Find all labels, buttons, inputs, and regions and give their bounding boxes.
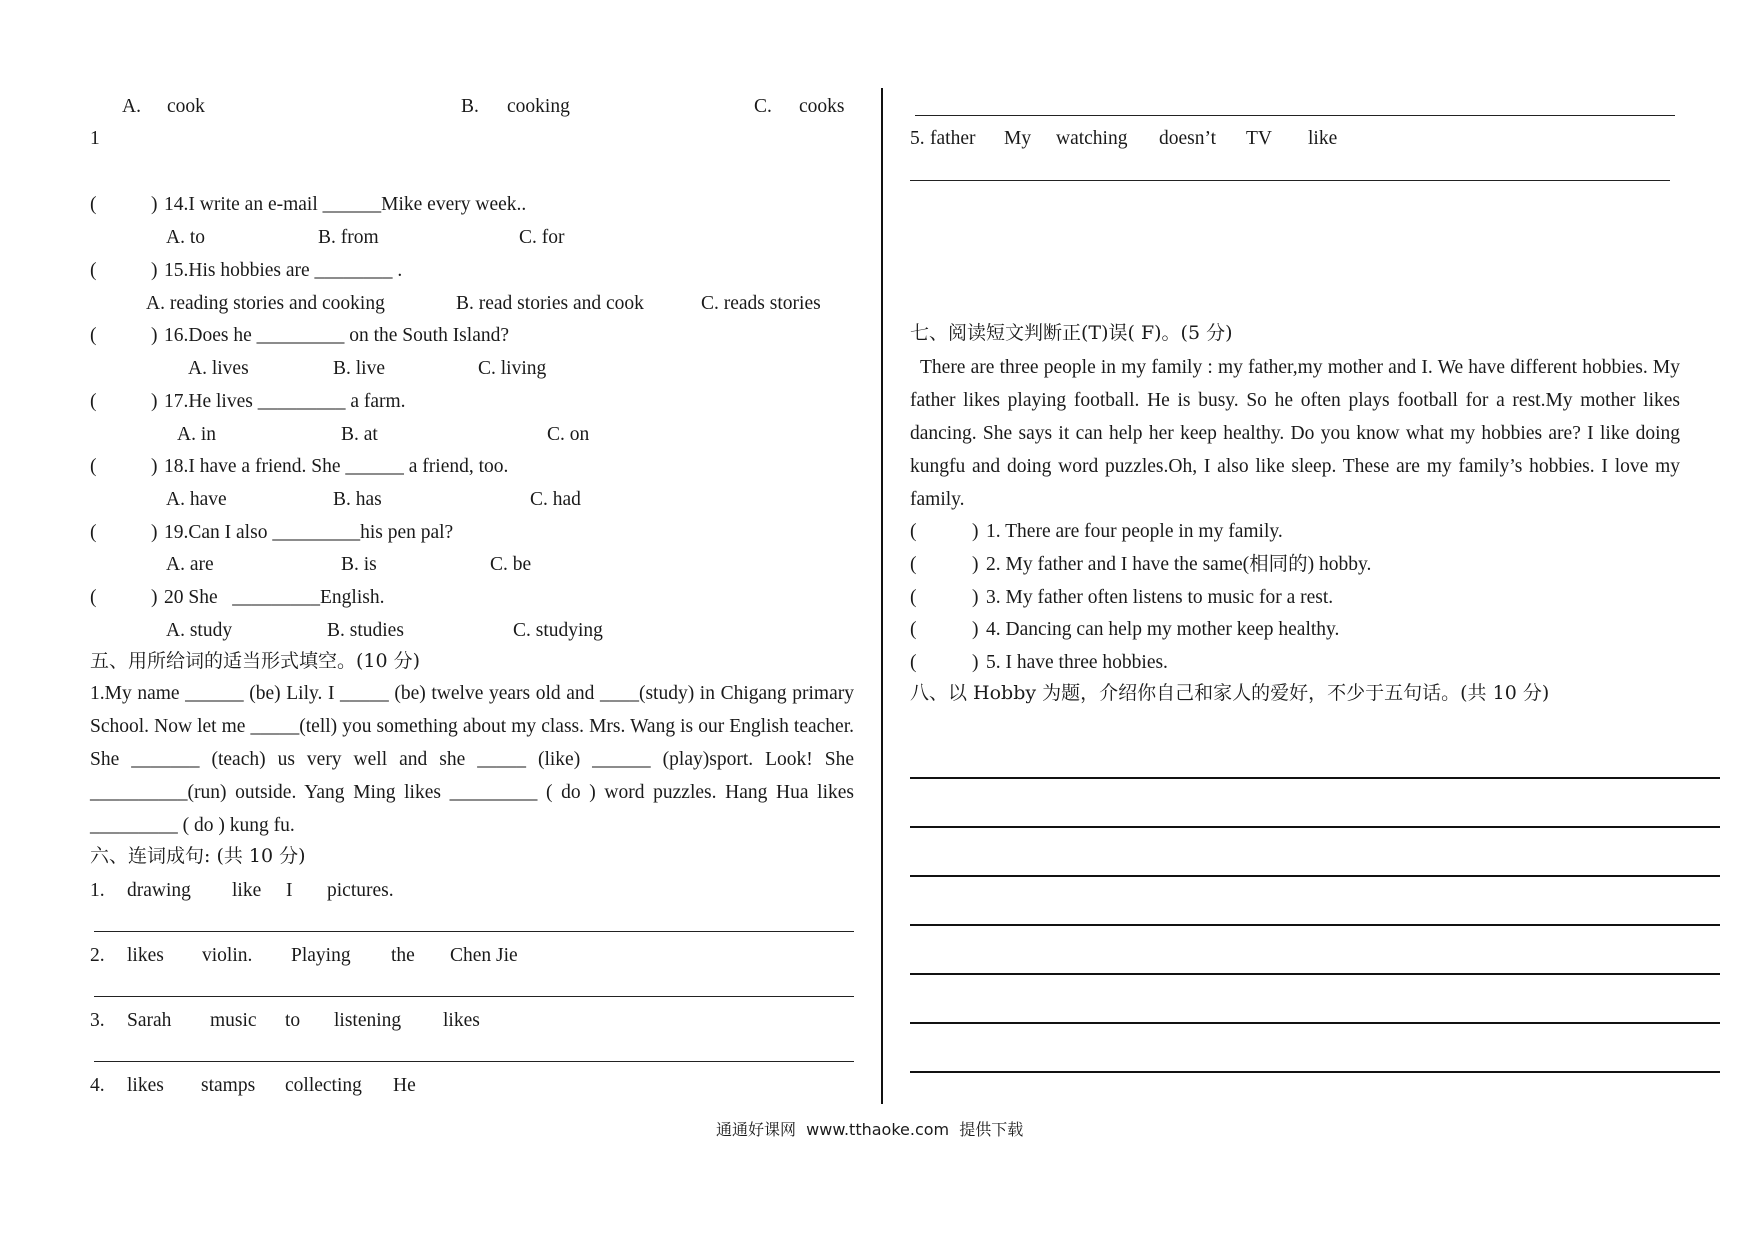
answer-paren-close: )	[972, 587, 979, 608]
word-order-2-number: 2.	[90, 945, 105, 966]
word-card: Sarah	[127, 1010, 172, 1031]
q18-option-b: B. has	[333, 489, 382, 510]
writing-line	[910, 924, 1720, 926]
section-8-heading: 八、以 Hobby 为题，介绍你自己和家人的爱好，不少于五句话。(共 10 分)	[910, 682, 1550, 704]
writing-line	[910, 973, 1720, 975]
answer-paren-close: )	[972, 554, 979, 575]
q13-option-b-text: cooking	[507, 96, 570, 117]
question-14-text: 14.I write an e-mail ______Mike every week..	[164, 194, 527, 215]
word-order-1-number: 1.	[90, 880, 105, 901]
word-card: likes	[443, 1010, 480, 1031]
word-card: Chen Jie	[450, 945, 518, 966]
reading-passage: There are three people in my family : my father,my mother and I. We have different hobbies. My father likes playing football. He is busy. So he often plays football for a rest.My mother likes dancing. She says it can help her keep healthy. Do you know what my hobbies are? I like doing kungfu and doing word puzzles.Oh, I also like sleep. These are my family’s hobbies. I love my family.	[910, 357, 1680, 510]
q17-option-b: B. at	[341, 424, 378, 445]
answer-paren-open: (	[910, 587, 917, 608]
word-card: likes	[127, 1075, 164, 1096]
q13-option-a-letter: A.	[122, 96, 141, 117]
word-card: He	[393, 1075, 416, 1096]
q19-option-a: A. are	[166, 554, 214, 575]
answer-paren-open: (	[90, 391, 97, 412]
section-5-fill-in-paragraph: 1.My name ______ (be) Lily. I _____ (be) twelve years old and ____(study) in Chigang primary School. Now let me _____(tell) you something about my class. Mrs. Wang is our English teacher. She _______ (teach) us very well and she _____ (like) ______ (play)sport. Look! She __________(run) outside. Yang Ming likes _________ ( do ) word puzzles. Hang Hua likes _________ ( do ) kung fu.	[90, 683, 854, 836]
answer-paren-close: )	[151, 522, 158, 543]
word-card: watching	[1056, 128, 1128, 149]
word-card: like	[1308, 128, 1338, 149]
q13-option-c-letter: C.	[754, 96, 772, 117]
writing-line	[910, 875, 1720, 877]
answer-line	[94, 996, 854, 997]
word-card: My	[1004, 128, 1032, 149]
answer-paren-close: )	[151, 194, 158, 215]
word-order-4-number: 4.	[90, 1075, 105, 1096]
q15-option-b: B. read stories and cook	[456, 293, 644, 314]
answer-paren-open: (	[90, 522, 97, 543]
q14-option-c: C. for	[519, 227, 565, 248]
writing-line	[910, 826, 1720, 828]
section-7-heading: 七、阅读短文判断正(T)误( F)。(5 分)	[910, 322, 1233, 344]
word-card: father	[930, 128, 976, 149]
word-card: Playing	[291, 945, 351, 966]
q15-option-c: C. reads stories	[701, 293, 821, 314]
q20-option-a: A. study	[166, 620, 233, 641]
answer-paren-open: (	[910, 554, 917, 575]
word-card: I	[286, 880, 293, 901]
question-16-text: 16.Does he _________ on the South Island?	[164, 325, 510, 346]
word-card: to	[285, 1010, 301, 1031]
writing-line	[910, 1022, 1720, 1024]
answer-paren-open: (	[90, 194, 97, 215]
q13-option-b-letter: B.	[461, 96, 479, 117]
answer-paren-open: (	[90, 587, 97, 608]
word-card: the	[391, 945, 415, 966]
word-card: likes	[127, 945, 164, 966]
answer-line	[94, 931, 854, 932]
q16-option-b: B. live	[333, 358, 385, 379]
answer-paren-close: )	[972, 619, 979, 640]
q14-option-b: B. from	[318, 227, 379, 248]
word-card: doesn’t	[1159, 128, 1217, 149]
word-order-5-number: 5.	[910, 128, 925, 149]
q13-option-a-text: cook	[167, 96, 205, 117]
word-card: drawing	[127, 880, 191, 901]
word-order-3-number: 3.	[90, 1010, 105, 1031]
answer-paren-open: (	[90, 325, 97, 346]
answer-paren-close: )	[151, 260, 158, 281]
footer-source-credit: 通通好课网 www.tthaoke.com 提供下载	[716, 1120, 1024, 1139]
q20-option-b: B. studies	[327, 620, 404, 641]
column-divider	[881, 88, 883, 1104]
question-17-text: 17.He lives _________ a farm.	[164, 391, 406, 412]
q16-option-a: A. lives	[188, 358, 249, 379]
writing-line	[910, 777, 1720, 779]
section-6-heading: 六、连词成句: (共 10 分)	[90, 845, 306, 867]
answer-paren-open: (	[910, 652, 917, 673]
word-card: violin.	[202, 945, 253, 966]
q19-option-c: C. be	[490, 554, 532, 575]
question-20-text: 20 She _________English.	[164, 587, 385, 608]
word-card: TV	[1246, 128, 1272, 149]
answer-line	[915, 115, 1675, 116]
q13-option-c-text: cooks	[799, 96, 845, 117]
judgement-2-text: 2. My father and I have the same(相同的) hobby.	[986, 554, 1372, 575]
answer-paren-open: (	[90, 260, 97, 281]
word-card: like	[232, 880, 262, 901]
judgement-3-text: 3. My father often listens to music for a rest.	[986, 587, 1334, 608]
q14-option-a: A. to	[166, 227, 205, 248]
judgement-1-text: 1. There are four people in my family.	[986, 521, 1283, 542]
q19-option-b: B. is	[341, 554, 377, 575]
answer-line	[94, 1061, 854, 1062]
q18-option-c: C. had	[530, 489, 581, 510]
answer-paren-close: )	[151, 456, 158, 477]
q17-option-c: C. on	[547, 424, 590, 445]
q20-option-c: C. studying	[513, 620, 603, 641]
question-19-text: 19.Can I also _________his pen pal?	[164, 522, 454, 543]
answer-paren-close: )	[151, 587, 158, 608]
answer-paren-open: (	[910, 619, 917, 640]
word-card: music	[210, 1010, 257, 1031]
section-5-heading: 五、用所给词的适当形式填空。(10 分)	[90, 650, 421, 672]
answer-paren-close: )	[972, 521, 979, 542]
answer-paren-open: (	[90, 456, 97, 477]
q17-option-a: A. in	[177, 424, 216, 445]
answer-line	[910, 180, 1670, 181]
answer-paren-close: )	[151, 325, 158, 346]
q16-option-c: C. living	[478, 358, 547, 379]
answer-paren-close: )	[972, 652, 979, 673]
word-card: pictures.	[327, 880, 394, 901]
question-18-text: 18.I have a friend. She ______ a friend, too.	[164, 456, 509, 477]
q15-option-a: A. reading stories and cooking	[146, 293, 385, 314]
judgement-4-text: 4. Dancing can help my mother keep healthy.	[986, 619, 1340, 640]
q18-option-a: A. have	[166, 489, 227, 510]
judgement-5-text: 5. I have three hobbies.	[986, 652, 1168, 673]
word-card: collecting	[285, 1075, 362, 1096]
word-card: stamps	[201, 1075, 256, 1096]
stray-number: 1	[90, 128, 100, 149]
writing-line	[910, 1071, 1720, 1073]
question-15-text: 15.His hobbies are ________ .	[164, 260, 403, 281]
word-card: listening	[334, 1010, 402, 1031]
answer-paren-close: )	[151, 391, 158, 412]
answer-paren-open: (	[910, 521, 917, 542]
